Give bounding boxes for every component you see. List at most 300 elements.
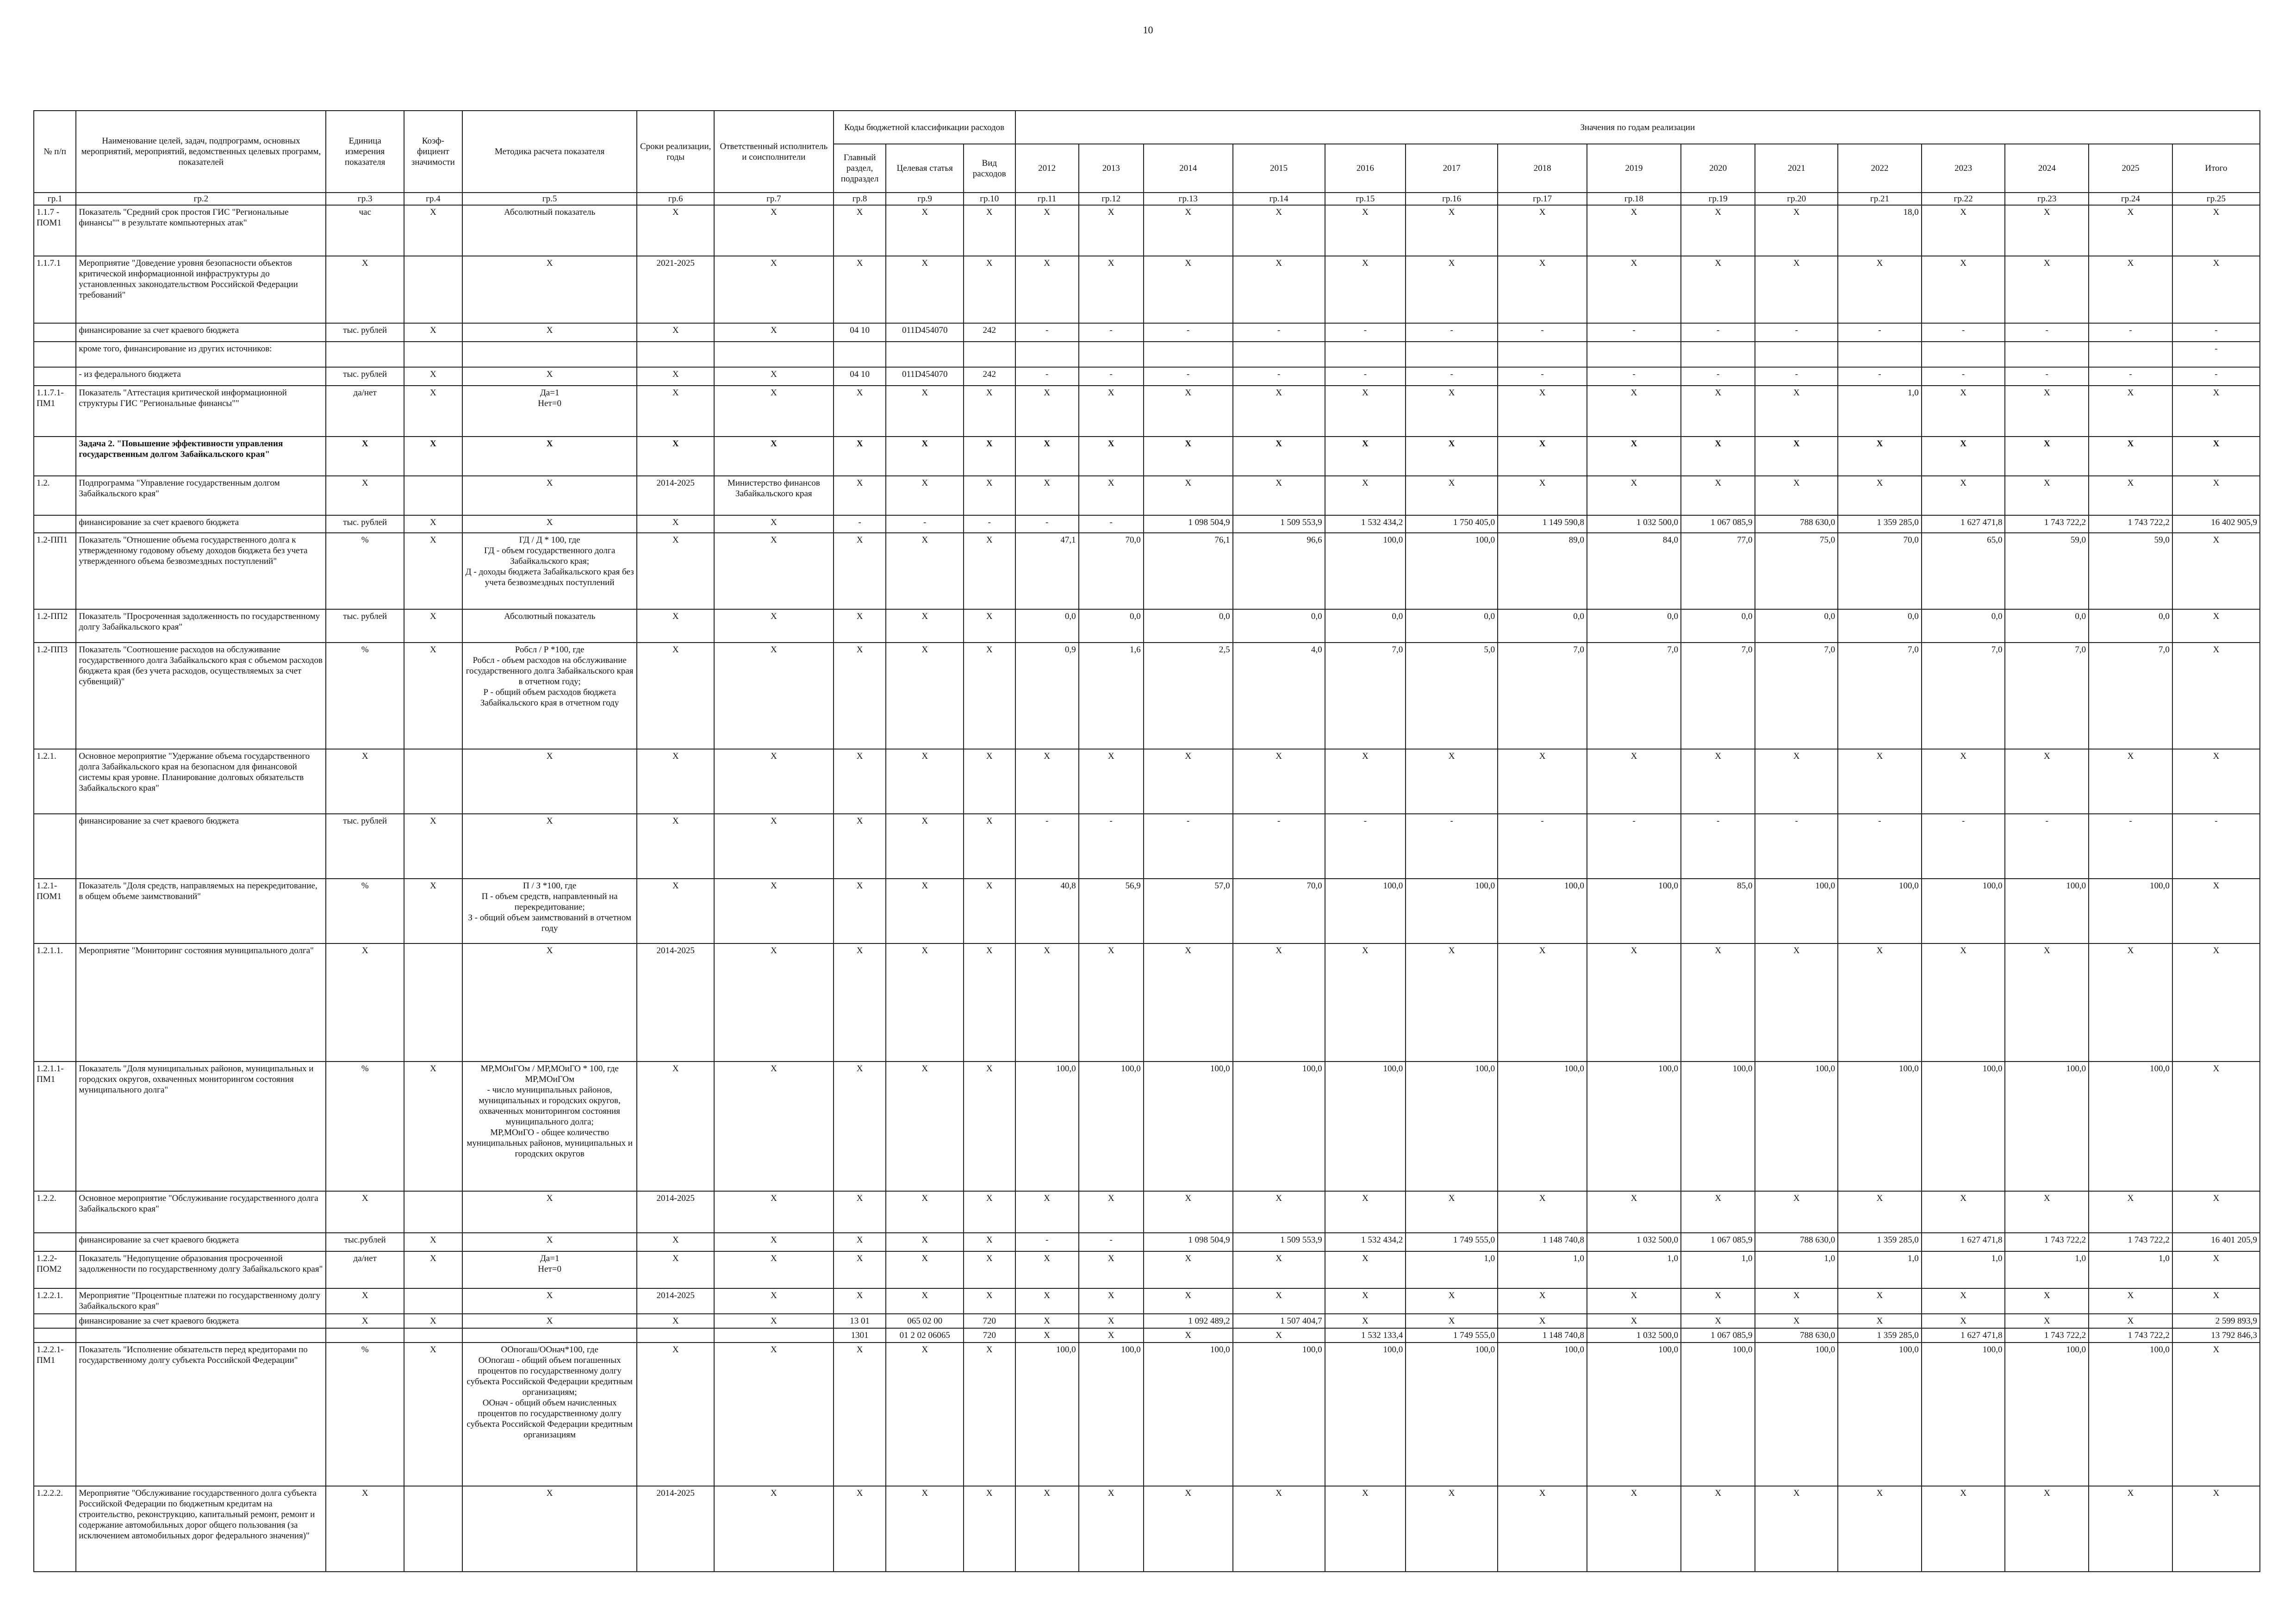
table-cell <box>834 342 886 367</box>
table-cell: Х <box>1325 1251 1406 1288</box>
col-period-header: Сроки реализации, годы <box>637 111 714 193</box>
table-cell: Х <box>404 437 462 476</box>
table-cell: Х <box>1079 1251 1144 1288</box>
table-cell: 1 067 085,9 <box>1681 1233 1755 1251</box>
table-cell: 100,0 <box>1498 1062 1587 1191</box>
table-cell: 100,0 <box>1233 1343 1325 1486</box>
table-cell: Х <box>886 609 964 643</box>
table-cell: Х <box>2172 1343 2260 1486</box>
table-cell: Х <box>2172 879 2260 943</box>
group-label: гр.16 <box>1406 193 1498 205</box>
table-cell: Х <box>714 1191 834 1233</box>
table-cell <box>34 1328 76 1343</box>
table-cell: Х <box>1144 386 1233 437</box>
table-cell: 0,9 <box>1015 643 1079 749</box>
table-cell: - <box>2005 367 2089 386</box>
table-cell: - <box>1015 323 1079 342</box>
table-cell: 96,6 <box>1233 533 1325 609</box>
table-cell: Х <box>637 814 714 879</box>
table-cell: Х <box>1233 205 1325 256</box>
table-cell <box>1922 342 2005 367</box>
table-cell: Х <box>1587 386 1681 437</box>
table-cell: 788 630,0 <box>1755 1328 1838 1343</box>
table-cell: 1.2.1.1. <box>34 943 76 1062</box>
group-label: гр.6 <box>637 193 714 205</box>
year-header: 2024 <box>2005 144 2089 193</box>
table-cell <box>34 342 76 367</box>
table-cell: - <box>1922 323 2005 342</box>
table-row <box>34 1251 2260 1288</box>
table-cell: - из федерального бюджета <box>76 367 326 386</box>
table-cell: - <box>1233 367 1325 386</box>
table-cell: Х <box>404 1314 462 1328</box>
table-cell: Х <box>1015 943 1079 1062</box>
table-cell: 7,0 <box>1755 643 1838 749</box>
group-label: гр.24 <box>2089 193 2172 205</box>
table-cell: Да=1 Нет=0 <box>462 386 637 437</box>
table-cell: 1 098 504,9 <box>1144 1233 1233 1251</box>
table-cell: 01 2 02 06065 <box>886 1328 964 1343</box>
table-cell: Х <box>1079 1328 1144 1343</box>
table-cell: - <box>1406 814 1498 879</box>
table-cell: 100,0 <box>1922 879 2005 943</box>
table-cell: Х <box>964 1251 1015 1288</box>
table-cell: Х <box>2005 256 2089 323</box>
table-cell <box>1681 342 1755 367</box>
year-header: 2015 <box>1233 144 1325 193</box>
table-cell: 100,0 <box>1498 1343 1587 1486</box>
table-cell: 1 532 434,2 <box>1325 515 1406 533</box>
table-cell: 0,0 <box>1498 609 1587 643</box>
table-cell <box>1406 342 1498 367</box>
table-cell: Робсл / Р *100, где Робсл - объем расходов на обслуживание государственного долга Забайкальского края в отчетном году; Р - общий объем расходов бюджета Забайкальского края в отчетном году <box>462 643 637 749</box>
table-cell: % <box>326 643 404 749</box>
table-cell: Х <box>964 1233 1015 1251</box>
table-cell: Х <box>1144 1288 1233 1314</box>
table-cell: Х <box>1755 386 1838 437</box>
table-cell: Х <box>2172 643 2260 749</box>
table-cell: 1 067 085,9 <box>1681 1328 1755 1343</box>
table-cell: Х <box>1922 256 2005 323</box>
table-cell: Х <box>1587 437 1681 476</box>
table-cell: 100,0 <box>1498 879 1587 943</box>
table-cell: 1 509 553,9 <box>1233 1233 1325 1251</box>
table-row <box>34 342 2260 367</box>
table-cell: 0,0 <box>1015 609 1079 643</box>
table-cell: Х <box>714 533 834 609</box>
table-cell: 100,0 <box>1325 1343 1406 1486</box>
table-cell <box>404 1191 462 1233</box>
table-cell: Х <box>1144 1191 1233 1233</box>
table-cell: Х <box>886 437 964 476</box>
table-cell <box>1587 342 1681 367</box>
table-cell: - <box>2089 367 2172 386</box>
table-cell: Х <box>2172 1288 2260 1314</box>
table-cell <box>1233 342 1325 367</box>
table-cell: 1.1.7.1- ПМ1 <box>34 386 76 437</box>
table-cell: Х <box>964 476 1015 515</box>
table-cell: 1,6 <box>1079 643 1144 749</box>
table-header <box>34 111 2260 205</box>
table-row <box>34 515 2260 533</box>
table-cell: - <box>1838 814 1922 879</box>
table-cell: - <box>1233 323 1325 342</box>
table-cell: 0,0 <box>1325 609 1406 643</box>
table-cell: Х <box>964 609 1015 643</box>
table-cell: Х <box>834 1062 886 1191</box>
table-cell: Х <box>326 476 404 515</box>
table-cell: Х <box>714 515 834 533</box>
table-cell: Х <box>1498 1288 1587 1314</box>
table-row <box>34 1062 2260 1191</box>
table-cell: Х <box>1079 476 1144 515</box>
table-cell: да/нет <box>326 1251 404 1288</box>
table-cell <box>34 1314 76 1328</box>
table-cell: Х <box>2005 476 2089 515</box>
table-cell: Х <box>714 1314 834 1328</box>
table-cell: Х <box>1144 476 1233 515</box>
col-unit-header: Единица измерения показателя <box>326 111 404 193</box>
table-cell: Х <box>1922 205 2005 256</box>
table-cell: да/нет <box>326 386 404 437</box>
table-cell: Х <box>2005 1191 2089 1233</box>
table-cell <box>637 1328 714 1343</box>
table-cell: 100,0 <box>2089 1062 2172 1191</box>
table-cell: Х <box>2089 1314 2172 1328</box>
col-code-target-header: Целевая статья <box>886 144 964 193</box>
table-cell: Х <box>2089 1288 2172 1314</box>
table-cell <box>1755 342 1838 367</box>
table-cell: - <box>1079 814 1144 879</box>
table-cell: Основное мероприятие "Обслуживание государственного долга Забайкальского края" <box>76 1191 326 1233</box>
table-cell: тыс. рублей <box>326 515 404 533</box>
table-cell: 1.1.7.1 <box>34 256 76 323</box>
table-cell: 1.2.2.1- ПМ1 <box>34 1343 76 1486</box>
table-cell: - <box>1838 323 1922 342</box>
table-cell: Х <box>2172 1191 2260 1233</box>
table-cell: - <box>1325 323 1406 342</box>
group-label: гр.18 <box>1587 193 1681 205</box>
table-cell: Х <box>1233 943 1325 1062</box>
table-cell: Х <box>1587 1314 1681 1328</box>
table-cell: - <box>1755 323 1838 342</box>
table-cell: Х <box>714 1062 834 1191</box>
table-cell: 242 <box>964 367 1015 386</box>
col-exec-header: Ответственный исполнитель и соисполнители <box>714 111 834 193</box>
table-cell: 2014-2025 <box>637 943 714 1062</box>
group-label: гр.11 <box>1015 193 1079 205</box>
table-cell: Х <box>714 1233 834 1251</box>
table-cell <box>404 1486 462 1572</box>
table-cell: 1.2.1. <box>34 749 76 814</box>
table-cell: Х <box>714 1486 834 1572</box>
table-cell: Х <box>964 814 1015 879</box>
table-cell: 065 02 00 <box>886 1314 964 1328</box>
table-cell: Х <box>1755 1191 1838 1233</box>
table-cell: Х <box>964 437 1015 476</box>
table-cell: Х <box>2089 386 2172 437</box>
table-cell: 1.2.2.2. <box>34 1486 76 1572</box>
table-cell <box>404 1288 462 1314</box>
table-cell: 1 749 555,0 <box>1406 1328 1498 1343</box>
table-cell: Х <box>404 643 462 749</box>
table-cell <box>462 1328 637 1343</box>
table-cell: Х <box>2089 1191 2172 1233</box>
table-cell <box>2089 342 2172 367</box>
table-cell: 100,0 <box>1406 879 1498 943</box>
table-cell: Х <box>1681 386 1755 437</box>
table-cell: 100,0 <box>1144 1343 1233 1486</box>
table-cell: Х <box>964 386 1015 437</box>
table-row <box>34 879 2260 943</box>
table-cell: 7,0 <box>1587 643 1681 749</box>
table-cell: Х <box>1587 476 1681 515</box>
group-label: гр.13 <box>1144 193 1233 205</box>
table-cell: - <box>1079 323 1144 342</box>
table-cell: 720 <box>964 1314 1015 1328</box>
table-cell: Х <box>1498 437 1587 476</box>
table-cell: Х <box>326 1314 404 1328</box>
table-cell: П / З *100, где П - объем средств, направленный на перекредитование; З - общий объем заимствований в отчетном году <box>462 879 637 943</box>
table-cell: 242 <box>964 323 1015 342</box>
table-cell: Х <box>1015 437 1079 476</box>
table-cell: Х <box>2172 476 2260 515</box>
table-cell: Х <box>964 533 1015 609</box>
table-cell: Х <box>1838 1486 1922 1572</box>
table-cell: Мероприятие "Процентные платежи по государственному долгу Забайкальского края" <box>76 1288 326 1314</box>
table-cell <box>637 342 714 367</box>
table-cell: 59,0 <box>2005 533 2089 609</box>
table-cell <box>714 1328 834 1343</box>
table-cell: Х <box>1144 749 1233 814</box>
table-cell: час <box>326 205 404 256</box>
table-cell: - <box>2005 814 2089 879</box>
table-cell: 1 032 500,0 <box>1587 1233 1681 1251</box>
table-cell: - <box>964 515 1015 533</box>
table-cell <box>34 1233 76 1251</box>
table-cell: Х <box>834 1191 886 1233</box>
col-code-kind-header: Вид расходов <box>964 144 1015 193</box>
table-cell: Х <box>404 609 462 643</box>
table-cell: Показатель "Недопущение образования просроченной задолженности по государственному долгу Забайкальского края" <box>76 1251 326 1288</box>
table-cell: - <box>1922 367 2005 386</box>
col-name-header: Наименование целей, задач, подпрограмм, основных мероприятий, мероприятий, ведомственных целевых программ, показателей <box>76 111 326 193</box>
table-cell: Х <box>404 386 462 437</box>
table-cell: Х <box>1079 205 1144 256</box>
group-label: гр.12 <box>1079 193 1144 205</box>
table-cell: Х <box>326 749 404 814</box>
table-row <box>34 749 2260 814</box>
table-cell: 77,0 <box>1681 533 1755 609</box>
table-cell: 1 743 722,2 <box>2089 1328 2172 1343</box>
table-cell <box>886 342 964 367</box>
table-cell: Х <box>462 814 637 879</box>
table-cell: 0,0 <box>2005 609 2089 643</box>
table-cell: Х <box>1144 1328 1233 1343</box>
table-cell: - <box>1015 367 1079 386</box>
year-header: 2014 <box>1144 144 1233 193</box>
table-cell: 1,0 <box>1838 1251 1922 1288</box>
table-cell: - <box>1587 323 1681 342</box>
table-cell: 1 532 434,2 <box>1325 1233 1406 1251</box>
table-cell: Х <box>1587 205 1681 256</box>
table-cell <box>34 437 76 476</box>
table-cell: 1.2.2.1. <box>34 1288 76 1314</box>
table-cell: Да=1 Нет=0 <box>462 1251 637 1288</box>
table-cell: 100,0 <box>1015 1343 1079 1486</box>
col-codes-header: Коды бюджетной классификации расходов <box>834 111 1015 144</box>
table-cell <box>2005 342 2089 367</box>
table-cell: Х <box>404 1343 462 1486</box>
table-cell: 100,0 <box>1406 533 1498 609</box>
table-cell: Показатель "Просроченная задолженность по государственному долгу Забайкальского края" <box>76 609 326 643</box>
table-cell: Х <box>637 749 714 814</box>
table-cell <box>404 476 462 515</box>
table-cell: Х <box>834 943 886 1062</box>
table-cell: Х <box>637 1251 714 1288</box>
table-cell: Х <box>637 437 714 476</box>
table-cell: Х <box>1587 1191 1681 1233</box>
table-cell: 100,0 <box>2089 1343 2172 1486</box>
table-cell: тыс. рублей <box>326 323 404 342</box>
table-cell: 2014-2025 <box>637 476 714 515</box>
table-cell: - <box>1755 814 1838 879</box>
table-cell: Х <box>1498 256 1587 323</box>
table-row <box>34 609 2260 643</box>
table-cell <box>462 342 637 367</box>
table-cell: 57,0 <box>1144 879 1233 943</box>
col-code-main-header: Главный раздел, подраздел <box>834 144 886 193</box>
table-cell: 100,0 <box>1325 533 1406 609</box>
table-cell: Х <box>1922 749 2005 814</box>
table-cell: Х <box>1325 476 1406 515</box>
table-cell: 100,0 <box>1838 1343 1922 1486</box>
table-cell: Х <box>2089 205 2172 256</box>
table-cell: - <box>1079 1233 1144 1251</box>
table-cell: - <box>1015 814 1079 879</box>
table-cell: 1 148 740,8 <box>1498 1328 1587 1343</box>
table-cell: Х <box>637 367 714 386</box>
table-cell: Х <box>637 879 714 943</box>
col-method-header: Методика расчета показателя <box>462 111 637 193</box>
table-cell: Х <box>714 256 834 323</box>
table-cell: Х <box>462 367 637 386</box>
table-cell: Х <box>2172 437 2260 476</box>
table-row <box>34 1314 2260 1328</box>
table-row <box>34 256 2260 323</box>
table-cell: Х <box>1325 1288 1406 1314</box>
year-header: 2016 <box>1325 144 1406 193</box>
table-cell: Х <box>964 1288 1015 1314</box>
table-cell: - <box>1144 814 1233 879</box>
table-cell: Х <box>1325 1191 1406 1233</box>
table-cell: МР,МОиГОм / МР,МОиГО * 100, где МР,МОиГОм - число муниципальных районов, муниципальных и городских округов, охваченных мониторингом состояния муниципального долга; МР,МОиГО - общее количество муниципальных районов, муниципальных и городских округов <box>462 1062 637 1191</box>
table-cell: 0,0 <box>1079 609 1144 643</box>
table-cell: Х <box>1922 386 2005 437</box>
table-cell: Х <box>1755 256 1838 323</box>
table-cell: Х <box>714 205 834 256</box>
table-cell: 100,0 <box>1587 1343 1681 1486</box>
table-cell <box>34 323 76 342</box>
table-cell: Х <box>834 749 886 814</box>
table-cell: - <box>1681 367 1755 386</box>
table-cell: 75,0 <box>1755 533 1838 609</box>
table-cell: - <box>1406 323 1498 342</box>
table-cell: Х <box>2089 256 2172 323</box>
group-label: гр.19 <box>1681 193 1755 205</box>
table-cell: Х <box>834 476 886 515</box>
table-cell: - <box>1498 323 1587 342</box>
table-cell: Х <box>964 1343 1015 1486</box>
table-cell: Х <box>1144 256 1233 323</box>
table-cell <box>404 342 462 367</box>
table-cell: Х <box>2172 386 2260 437</box>
table-row <box>34 1191 2260 1233</box>
table-row <box>34 533 2260 609</box>
table-cell: Х <box>462 1233 637 1251</box>
table-cell: Х <box>886 1486 964 1572</box>
table-cell: Х <box>2089 476 2172 515</box>
table-cell: 100,0 <box>1325 1062 1406 1191</box>
table-cell: Х <box>326 1486 404 1572</box>
table-cell: 100,0 <box>1681 1062 1755 1191</box>
table-cell: - <box>1498 814 1587 879</box>
table-cell: - <box>1838 367 1922 386</box>
table-cell: Х <box>1233 1486 1325 1572</box>
table-cell: % <box>326 1062 404 1191</box>
table-cell: Х <box>462 1486 637 1572</box>
table-cell: 2014-2025 <box>637 1486 714 1572</box>
group-label: гр.20 <box>1755 193 1838 205</box>
table-cell: 1 627 471,8 <box>1922 1233 2005 1251</box>
table-cell: Х <box>714 943 834 1062</box>
table-cell: Мероприятие "Мониторинг состояния муниципального долга" <box>76 943 326 1062</box>
table-cell: 7,0 <box>1325 643 1406 749</box>
table-cell: Х <box>2005 437 2089 476</box>
table-cell: Х <box>404 205 462 256</box>
table-cell: Х <box>462 323 637 342</box>
table-cell: 1,0 <box>1755 1251 1838 1288</box>
table-cell: Х <box>1406 205 1498 256</box>
table-cell: Х <box>1838 1191 1922 1233</box>
table-cell: 0,0 <box>1587 609 1681 643</box>
table-cell: 7,0 <box>1922 643 2005 749</box>
table-cell: Х <box>1325 205 1406 256</box>
table-cell <box>404 943 462 1062</box>
table-cell: 0,0 <box>1144 609 1233 643</box>
table-cell: 18,0 <box>1838 205 1922 256</box>
table-cell: Х <box>637 515 714 533</box>
table-cell: Х <box>834 1343 886 1486</box>
table-cell: 1.2-ПП3 <box>34 643 76 749</box>
table-cell: 100,0 <box>1144 1062 1233 1191</box>
table-cell: Х <box>964 256 1015 323</box>
table-cell: Х <box>714 879 834 943</box>
table-cell: Х <box>834 1233 886 1251</box>
table-cell <box>714 342 834 367</box>
table-cell <box>404 1328 462 1343</box>
table-cell: Х <box>714 437 834 476</box>
table-cell: Х <box>404 1062 462 1191</box>
table-cell: Х <box>1325 749 1406 814</box>
table-cell: 1,0 <box>1498 1251 1587 1288</box>
table-cell: Мероприятие "Доведение уровня безопасности объектов критической информационной инфраструктуры до установленных законодательством Российской Федерации требований" <box>76 256 326 323</box>
table-cell: Х <box>1587 943 1681 1062</box>
table-cell: Х <box>1681 205 1755 256</box>
table-cell: Х <box>1144 1251 1233 1288</box>
table-cell: Х <box>1015 1251 1079 1288</box>
table-cell: 100,0 <box>1755 1343 1838 1486</box>
